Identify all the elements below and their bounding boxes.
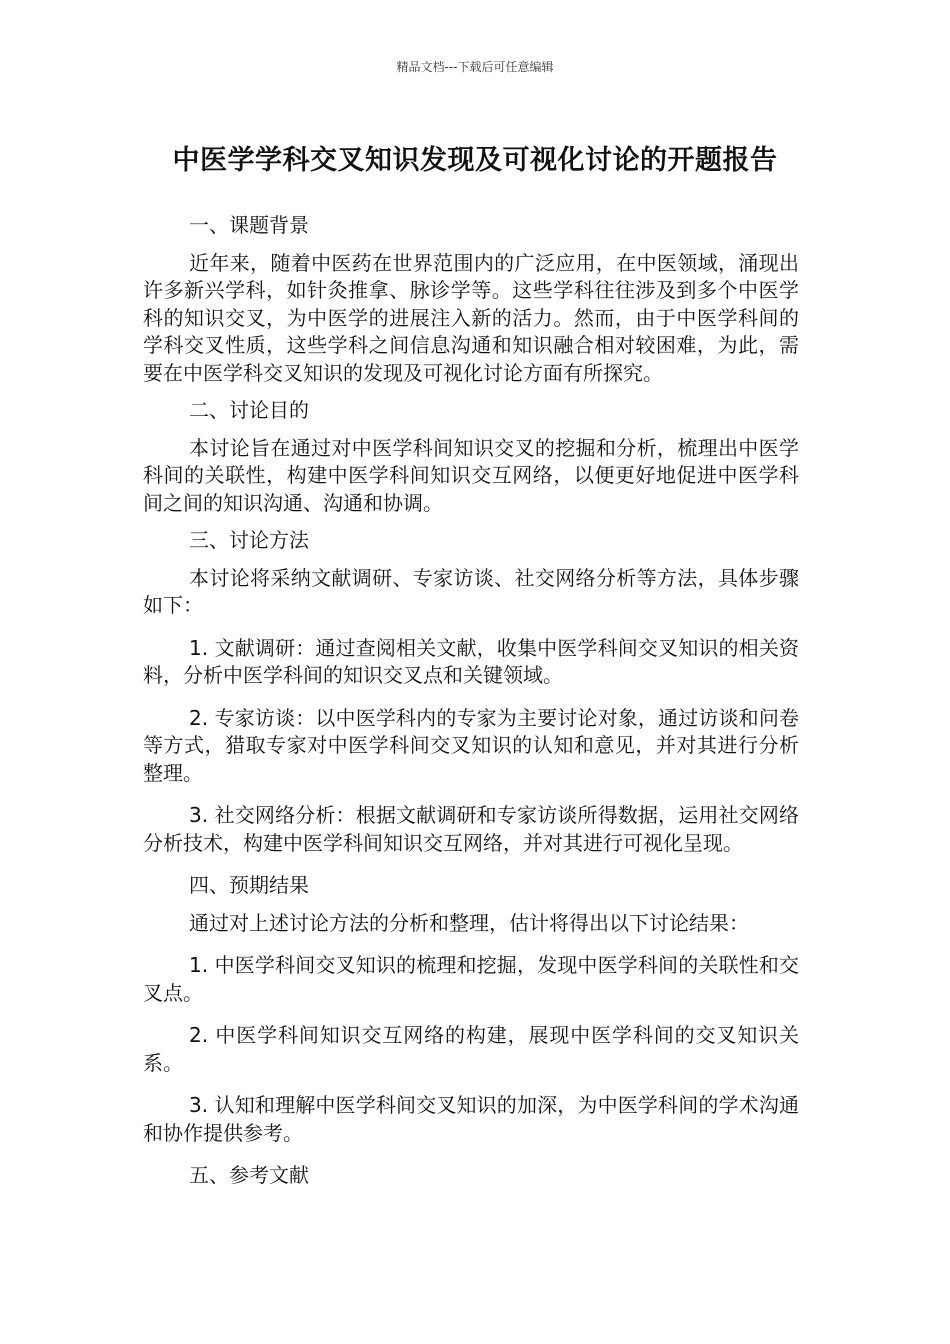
section-heading-background: 一、课题背景 <box>189 213 309 237</box>
document-title: 中医学学科交叉知识发现及可视化讨论的开题报告 <box>172 145 778 176</box>
paragraph-results-intro: 通过对上述讨论方法的分析和整理，估计将得出以下讨论结果： <box>189 910 749 935</box>
section-heading-methods: 三、讨论方法 <box>189 528 309 552</box>
section-heading-references: 五、参考文献 <box>189 1163 309 1187</box>
paragraph-method-3: 3. 社交网络分析：根据文献调研和专家访谈所得数据，运用社交网络分析技术，构建中医学科间知识交互网络，并对其进行可视化呈现。 <box>143 803 799 855</box>
document-body <box>143 212 799 1200</box>
section-heading-purpose: 二、讨论目的 <box>189 398 309 422</box>
paragraph-purpose: 本讨论旨在通过对中医学科间知识交叉的挖掘和分析，梳理出中医学科间的关联性，构建中医学科间知识交互网络，以便更好地促进中医学科间之间的知识沟通、沟通和协调。 <box>143 435 799 515</box>
paragraph-result-3: 3. 认知和理解中医学科间交叉知识的加深，为中医学科间的学术沟通和协作提供参考。 <box>143 1093 799 1145</box>
header-note: 精品文档---下载后可任意编辑 <box>396 60 554 74</box>
paragraph-result-2: 2. 中医学科间知识交互网络的构建，展现中医学科间的交叉知识关系。 <box>143 1023 799 1075</box>
paragraph-background: 近年来，随着中医药在世界范围内的广泛应用，在中医领域，涌现出许多新兴学科，如针灸推拿、脉诊学等。这些学科往往涉及到多个中医学科的知识交叉，为中医学的进展注入新的活力。然而，由于中医学科间的学科交叉性质，这些学科之间信息沟通和知识融合相对较困难，为此，需要在中医学科交叉知识的发现及可视化讨论方面有所探究。 <box>143 250 799 385</box>
section-heading-results: 四、预期结果 <box>189 873 309 897</box>
paragraph-method-2: 2. 专家访谈：以中医学科内的专家为主要讨论对象，通过访谈和问卷等方式，猎取专家对中医学科间交叉知识的认知和意见，并对其进行分析整理。 <box>143 705 799 785</box>
paragraph-method-1: 1. 文献调研：通过查阅相关文献，收集中医学科间交叉知识的相关资料，分析中医学科间的知识交叉点和关键领域。 <box>143 635 799 687</box>
paragraph-methods-intro: 本讨论将采纳文献调研、专家访谈、社交网络分析等方法，具体步骤如下： <box>143 565 799 617</box>
paragraph-result-1: 1. 中医学科间交叉知识的梳理和挖掘，发现中医学科间的关联性和交叉点。 <box>143 953 799 1005</box>
